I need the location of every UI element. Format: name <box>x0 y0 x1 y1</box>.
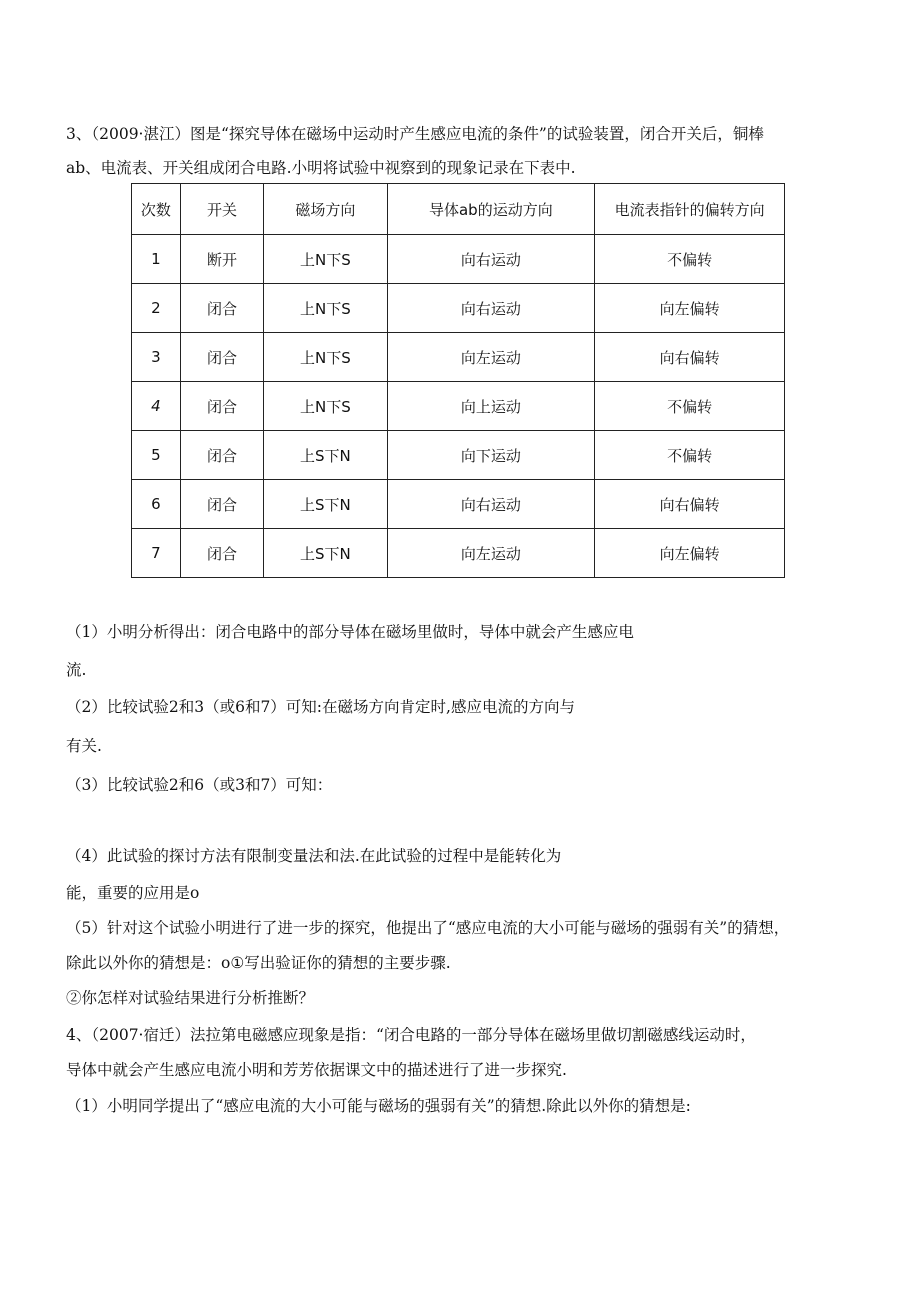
cell-motion: 向右运动 <box>387 480 595 529</box>
cell-deflection: 向右偏转 <box>595 333 785 382</box>
q3-intro-line1: 3、（2009·湛江）图是“探究导体在磁场中运动时产生感应电流的条件”的试验装置，闭合开关后，铜棒 <box>66 125 764 143</box>
table-header-row <box>132 184 785 235</box>
q4-intro-line2: 导体中就会产生感应电流小明和芳芳依据课文中的描述进行了进一步探究. <box>66 1061 567 1079</box>
q3-part1-line1: （1）小明分析得出：闭合电路中的部分导体在磁场里做时，导体中就会产生感应电 <box>66 623 634 641</box>
q3-part3: （3）比较试验2和6（或3和7）可知： <box>66 776 333 794</box>
table-row <box>132 235 785 284</box>
q4-intro-line1: 4、（2007·宿迁）法拉第电磁感应现象是指：“闭合电路的一部分导体在磁场里做切割磁感线运动时， <box>66 1026 756 1044</box>
cell-count: 5 <box>132 431 181 480</box>
header-field-direction: 磁场方向 <box>264 184 387 235</box>
cell-switch: 闭合 <box>180 480 264 529</box>
q3-part4-line2: 能，重要的应用是o <box>66 884 200 902</box>
cell-count: 4 <box>132 382 181 431</box>
cell-count: 7 <box>132 529 181 578</box>
cell-switch: 闭合 <box>180 284 264 333</box>
q4-part1: （1）小明同学提出了“感应电流的大小可能与磁场的强弱有关”的猜想.除此以外你的猜想是: <box>66 1097 691 1115</box>
q3-part1-line2: 流. <box>66 661 87 679</box>
cell-motion: 向右运动 <box>387 235 595 284</box>
header-switch: 开关 <box>180 184 264 235</box>
cell-switch: 闭合 <box>180 382 264 431</box>
cell-field: 上S下N <box>264 529 387 578</box>
q3-intro-line2: ab、电流表、开关组成闭合电路.小明将试验中视察到的现象记录在下表中. <box>66 159 576 177</box>
table-row <box>132 333 785 382</box>
cell-count: 3 <box>132 333 181 382</box>
q3-part2-line2: 有关. <box>66 737 102 755</box>
cell-motion: 向上运动 <box>387 382 595 431</box>
cell-motion: 向左运动 <box>387 529 595 578</box>
cell-deflection: 向左偏转 <box>595 529 785 578</box>
cell-switch: 闭合 <box>180 431 264 480</box>
cell-deflection: 向左偏转 <box>595 284 785 333</box>
cell-switch: 断开 <box>180 235 264 284</box>
cell-field: 上S下N <box>264 431 387 480</box>
table-row <box>132 284 785 333</box>
header-motion-direction: 导体ab的运动方向 <box>387 184 595 235</box>
q3-part4-line1: （4）此试验的探讨方法有限制变量法和法.在此试验的过程中是能转化为 <box>66 847 562 865</box>
cell-deflection: 不偏转 <box>595 382 785 431</box>
cell-switch: 闭合 <box>180 333 264 382</box>
cell-deflection: 向右偏转 <box>595 480 785 529</box>
cell-field: 上N下S <box>264 284 387 333</box>
cell-count: 6 <box>132 480 181 529</box>
cell-field: 上S下N <box>264 480 387 529</box>
cell-field: 上N下S <box>264 235 387 284</box>
table-row <box>132 529 785 578</box>
q3-part5-line3: ②你怎样对试验结果进行分析推断？ <box>66 989 315 1007</box>
table-row <box>132 431 785 480</box>
cell-field: 上N下S <box>264 333 387 382</box>
header-count: 次数 <box>132 184 181 235</box>
q3-part2-line1: （2）比较试验2和3（或6和7）可知:在磁场方向肯定时,感应电流的方向与 <box>66 698 575 716</box>
cell-switch: 闭合 <box>180 529 264 578</box>
cell-motion: 向右运动 <box>387 284 595 333</box>
cell-deflection: 不偏转 <box>595 431 785 480</box>
cell-count: 2 <box>132 284 181 333</box>
cell-motion: 向左运动 <box>387 333 595 382</box>
cell-field: 上N下S <box>264 382 387 431</box>
q3-part5-line2: 除此以外你的猜想是：o①写出验证你的猜想的主要步骤. <box>66 954 451 972</box>
experiment-table <box>131 183 785 578</box>
cell-deflection: 不偏转 <box>595 235 785 284</box>
cell-count: 1 <box>132 235 181 284</box>
table-row <box>132 382 785 431</box>
q3-part5-line1: （5）针对这个试验小明进行了进一步的探究，他提出了“感应电流的大小可能与磁场的强弱有关”的猜想， <box>66 919 790 937</box>
header-needle-deflection: 电流表指针的偏转方向 <box>595 184 785 235</box>
cell-motion: 向下运动 <box>387 431 595 480</box>
table-row <box>132 480 785 529</box>
